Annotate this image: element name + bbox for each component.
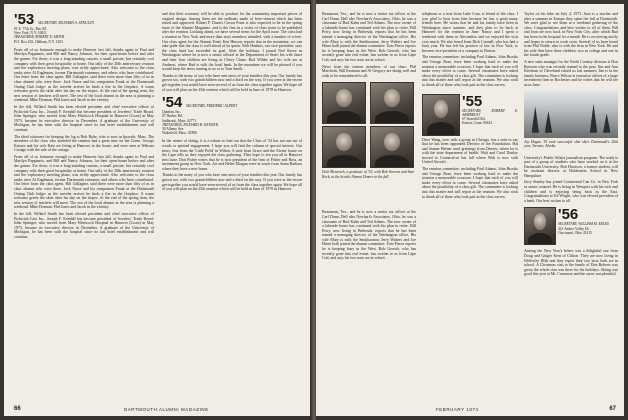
class-member-photo-1 xyxy=(322,82,366,124)
class-55-photo-row xyxy=(422,90,518,138)
class-53-address-1: 91 E. 77th St., Rm. 8Z xyxy=(14,27,47,31)
right-col1-paragraph-1: Beaumont, Tex., and he is now a senior tax officer at the Carl Dunn, Dell also Newhart's Associates, Ohio, he was a classmate of Bud Kahn and Ted Adams. The new owner of a lakeside home has continued with his plan to retire. Bill Perry, now living in Bethesda, reports that he has been named a managing director of the Washington office. His wife Mary is with the Smithsonian. Jerry Walters and Joe Hines both joined the alumni committee. Tom Pierce reports he is keeping busy in the West. Bob Gerrish, who has recently gone into real estate, has written to us from Cape Cod, and says his two sons are at school. xyxy=(322,12,416,62)
class-53-paragraph-4: and that their economy will be able to produce for the community important pieces of original design. Among them are the sailboats made of ferro-cement which has been tested and approved. Robert F. Dunn's Crown Point is also expected to be in the spring issue of the Alumni Magazine, and is the first in a series of class notes to be published after the reunion. Looking ahead, we have several items for the April issue. The class had a reunion in New York and more than sixty members attended, with a number of wives. Our class agent for the Alumni Fund, Ken Hinson, reports that in the meantime, we can take pride that the class is well ahead of its quota. Walt Haskins, our vice-president, says the class fund has exceeded its goal. After the holidays, I joined Ned Stowe in Washington where he is now a senior official in the Department of State; his wife Janet and their four children are living in Chevy Chase. Bud Wilder and his wife are at Amherst, where Bud is with the local bank. In the meantime we will be pleased if you would keep the news coming to us or to Tom Smith. xyxy=(162,12,302,72)
class-53-treasurer: TREASURER, ROBERT E. SMITH xyxy=(14,35,65,40)
class-54-address-2: 67 Harbor Rd. xyxy=(162,114,183,119)
ski-photo-caption: Jay Hogan '55 took successful slim skier Dartmouth's 20th year, Toronto, Alaska. xyxy=(524,139,618,148)
class-56-address-1: 421 Amber Valley Dr. xyxy=(558,226,590,231)
right-col3-paragraph-4: Jerry Stanley has joined Continental Can Co. in New York as senior counsel. He is living in Westport with his wife and children and is enjoying being back in the East. Congratulations to Ed Wright, who was elected president of a bank. Our best wishes to all. xyxy=(524,180,618,203)
class-56-paragraph-1: Among the New Year's letters was a delightful one from Doug and Ginger Kent of Clifton. They are now living in Wellesley Hills and they report their two boys both are in school. A Christmas visit to the family of Don Roberts was great; the whole clan was there for the holidays. Skiing was good this year at Mt. Cranmore and the snow was plentiful. xyxy=(524,249,618,277)
class-55-address-2: Easton, Conn. 06612 xyxy=(462,121,493,126)
right-col3-paragraph-2: A new sales manager for the North Country division is Don Ryerson who was recently named to the post. Jim and Ann Ketchum of Cleveland visited us last summer; Jim is in the family business. Bruce Wilson is executive officer of a large investment firm in Rochester and he writes that he will see us in June. xyxy=(524,59,618,87)
right-col1-paragraph-2: News from the eastern members of our class: Phil Marchetti, Bill Eastman and Al Gregory are doing well and wish to be remembered to all. xyxy=(322,64,416,78)
right-column-3 xyxy=(524,12,618,279)
class-54-address-1: Quinlan, Inc. xyxy=(162,110,181,115)
right-page xyxy=(316,4,624,416)
photos-caption: Dick Mentrach, a graduate of '53, with Bob Stevens and Sam Rock, at the Seattle Alumni Dinner in the fall. xyxy=(322,170,414,179)
class-photos-block xyxy=(322,80,416,210)
class-year-55: '55 xyxy=(462,92,483,110)
right-col2-paragraph-2: The reunion committee, including Paul Adams, John Brooks and George Rose, have been working hard to make the reunion a memorable occasion. I hope that each of you will make every effort to come. Several classmates have asked about the possibility of a class gift. The committee is looking into this matter and will report at the reunion. We also wish to thank all of those who took part in the class survey. xyxy=(422,55,518,87)
right-col2-paragraph-1: telephone or a note from Luke Cran, is friend of the class. I was glad to hear from him because he has a good many friends here. He writes that he and his family have been in Washington since summer, and they plan to be back at Hanover for the reunion in June. Nancy and I spent a weekend with them in Alexandria and we enjoyed the visit very much. We also heard from Dick Connell, who has had a busy year. He has left his practice of law in New York, to become vice-president of a company in Boston. xyxy=(422,12,518,53)
left-footer-magazine-name: DARTMOUTH ALUMNI MAGAZINE xyxy=(124,407,209,412)
right-column-1 xyxy=(322,12,416,263)
class-56-member-photo xyxy=(524,207,556,245)
class-53-paragraph-2: In the fall, Willard Smith has been elected president and chief executive officer of Pickwick-Cass Inc., Joseph F. Kendall has become president of Jewelers' Trade Board. John Springer, who moved from Mary Hitchcock Hospital in Hanover (Coast) in May 1973, became its executive director in December. A graduate of the University of Michigan, he has been with the hospital since its last brief establishment and will continue. xyxy=(14,104,154,132)
class-53-address-2: New York, N.Y. 10021 xyxy=(14,31,47,36)
class-53-treasurer-address: P.O. Box 202, Oldham, N.Y. 1203 xyxy=(14,39,63,44)
class-member-photo-4 xyxy=(370,126,414,168)
class-56-secretary: SECRETARY, WILLIAM M. MILES xyxy=(558,222,609,227)
class-member-photo-2 xyxy=(370,82,414,124)
right-col3-paragraph-1: Taylor on his bike on July 4, 1973. Sara is a teacher and after a summer in Europe they spent the fall at Dartmouth. We were glad to see them at a weekend gathering of the class. Congratulations and best wishes to all of them. Bill and Jean are now back in New York City, after which Bud has been in the hospital for a month. He is recovering nicely and hopes to return to work soon. Several of us have heard from Phil Noble, who is with the firm in New York. He and his wife Ann have three children: two in college and one in the fourth grade. xyxy=(524,12,618,58)
left-column-2 xyxy=(162,12,302,194)
class-56-block xyxy=(524,205,618,249)
class-54-secretary: SECRETARY, FREDERIC ALPERT xyxy=(186,104,238,109)
class-54-treasurer-address-1: 30 Albany Ave. xyxy=(162,126,185,131)
class-55-paragraph-2: The reunion committee, including Paul Adams, John Brooks and George Rose, have been working hard to make the reunion a memorable occasion. I hope that each of you will make every effort to come. Several classmates have asked about the possibility of a class gift. The committee is looking into this matter and will report at the reunion. We also wish to thank all of those who took part in the class survey. xyxy=(422,167,518,199)
class-54-treasurer: TREASURER, RICHARD H. KENNER xyxy=(162,122,218,127)
right-col3-paragraph-3: University's Public Affairs journalism program. The study is part of a group of students who have worked on it at the Dartmouth University. Bob Harrison, a former student, will be assistant director at Holderness School in New Hampshire. xyxy=(524,155,618,178)
class-53-secretary: SECRETARY, RICHARD A. SENGUIN xyxy=(38,21,94,25)
class-54-header xyxy=(162,95,302,135)
class-55-address-1: 67 Stonehill Rd. xyxy=(462,116,486,121)
class-55-header xyxy=(462,94,518,126)
class-56-header xyxy=(558,207,618,235)
class-53-paragraph-2b: In the fall, Willard Smith has been elected president and chief executive officer of Pickwick-Cass Inc., Joseph F. Kendall has become president of Jewelers' Trade Board. John Springer, who moved from Mary Hitchcock Hospital in Hanover (Coast) in May 1973, became its executive director in December. A graduate of the University of Michigan, he has been with the hospital since its last brief establishment and will continue. xyxy=(14,212,154,239)
left-page-number: 66 xyxy=(14,406,21,412)
class-54-address-3: Sudbrook, Mass. 02771 xyxy=(162,118,197,123)
right-column-2 xyxy=(422,12,518,201)
class-54-paragraph-1: In the winter of skiing, it is a tribute to find out that the Class of '54 has not run out of words or spirited engagement. I hope you will find the column of special interest. Our news, first from the 'Little Field' in Wilton. A note from Grace and the Alvins' home on the Cape tells us they enjoyed the class gathering. They hope to see you all in Hanover next June. Don Fisher writes that he is now president of the firm of Fisher and Ross, an investment group in New York. Art and Helen Morgan were in touch from Santa Barbara where they have a new home. xyxy=(162,139,302,171)
class-55-member-photo xyxy=(422,94,460,136)
class-54-paragraph-2: Thanks to the many of you who have sent news of your families this year. Our family has grown too, with two grandchildren now and a third on the way. If you were at the recent get-together you would have seen several of us from the class together again. We hope all of you will plan on the 25th reunion which will be held in June of 1978 in Hanover. xyxy=(162,173,302,192)
class-53-paragraph-1: From all of us fortunate enough to make Hanover last fall, thanks again to Paul and Marilyn Pappanois, and Bill and Nancy Johnson, for their open-house before and after the games. For these, it was a long-standing custom, a small private, but certainly cool company with their great hospitality at home. Our tally of the 20th anniversary reunion and the exploratory meeting plans, was richly appreciated. Also welcome to the class ranks were Al Engleman, former Dartmouth swimmer, and others who have contributed. Our letter from the class agent, Bill Gallagher, said there were more than fifty of us in class alumni who were there. Jack Nurse and his companion Frank at the Dartmouth Outing Club lodge: as the traveler arrives he finds a fire in the fireplace. A warm welcome greets the skier after his day on the slopes. At the end of the spring term, the new session of teachers will meet. The rest of the local alumni in the area is planning a weekend. Mike Dorman, Phil Jones and Jacob in the vicinity. xyxy=(14,47,154,103)
right-page-number: 67 xyxy=(609,406,616,412)
class-53-paragraph-1b: From all of us fortunate enough to make Hanover last fall, thanks again to Paul and Marilyn Pappanois, and Bill and Nancy Johnson, for their open-house before and after the games. For these, it was a long-standing custom, a small private, but certainly cool company with their great hospitality at home. Our tally of the 20th anniversary reunion and the exploratory meeting plans, was richly appreciated. Also welcome to the class ranks were Al Engleman, former Dartmouth swimmer, and others who have contributed. Our letter from the class agent, Bill Gallagher, said there were more than fifty of us in class alumni who were there. Jack Nurse and his companion Frank at the Dartmouth Outing Club lodge: as the traveler arrives he finds a fire in the fireplace. A warm welcome greets the skier after his day on the slopes. At the end of the spring term, the new session of teachers will meet. The rest of the local alumni in the area is planning a weekend. Mike Dorman, Phil Jones and Jacob in the vicinity. xyxy=(14,154,154,210)
class-55-secretary: SECRETARY, ROBERT E. ARMBRUST xyxy=(462,108,518,117)
class-53-paragraph-3: The ideal schooner for keeping the log is Bob Rohe, who is now in Ipswich, Mass. The members of the class who attended the reunion had a great time on the Green. George Katwin and his wife Kate are living at Hanover in the house, and were seen at Webster Cottage with the sale of the cottage. xyxy=(14,134,154,153)
ski-slope-photo xyxy=(524,90,618,138)
left-page xyxy=(4,4,312,416)
class-56-address-2: Cincinnati, Ohio 45215 xyxy=(558,230,592,235)
class-55-paragraph-1: Dave Wang, now with a group in Chicago, has a note to say that he has been appointed Director of the Foundation. Hal and Jeanne Hefner send greetings from Denver, where he is with the state department of health. Walt and Carol Donley moved to Connecticut last fall where Walt is now with United Aircraft. xyxy=(422,137,518,165)
class-53-header xyxy=(14,12,154,44)
left-column-1 xyxy=(14,12,154,242)
class-53-paragraph-5: Thanks to the many of you who have sent news of your families this year. Our family has grown too, with two grandchildren now and a third on the way. If you were at the recent get-together you would have seen several of us from the class together again. We hope all of you will plan on the 25th reunion which will be held in June of 1978 in Hanover. xyxy=(162,73,302,92)
class-year-54: '54 xyxy=(162,94,183,112)
right-col1-paragraph-3: Beaumont, Tex., and he is now a senior tax officer at the Carl Dunn, Dell also Newhart's Associates, Ohio, he was a classmate of Bud Kahn and Ted Adams. The new owner of a lakeside home has continued with his plan to retire. Bill Perry, now living in Bethesda, reports that he has been named a managing director of the Washington office. His wife Mary is with the Smithsonian. Jerry Walters and Joe Hines both joined the alumni committee. Tom Pierce reports he is keeping busy in the West. Bob Gerrish, who has recently gone into real estate, has written to us from Cape Cod, and says his two sons are at school. xyxy=(322,210,416,261)
class-year-53: '53 xyxy=(14,11,35,28)
right-footer-issue: FEBRUARY 1974 xyxy=(436,407,479,412)
ski-photo-block xyxy=(524,90,618,156)
class-year-56: '56 xyxy=(558,206,579,224)
class-54-treasurer-address-2: Wakefield, Mass. 01880 xyxy=(162,131,197,136)
class-member-photo-3 xyxy=(322,126,366,168)
